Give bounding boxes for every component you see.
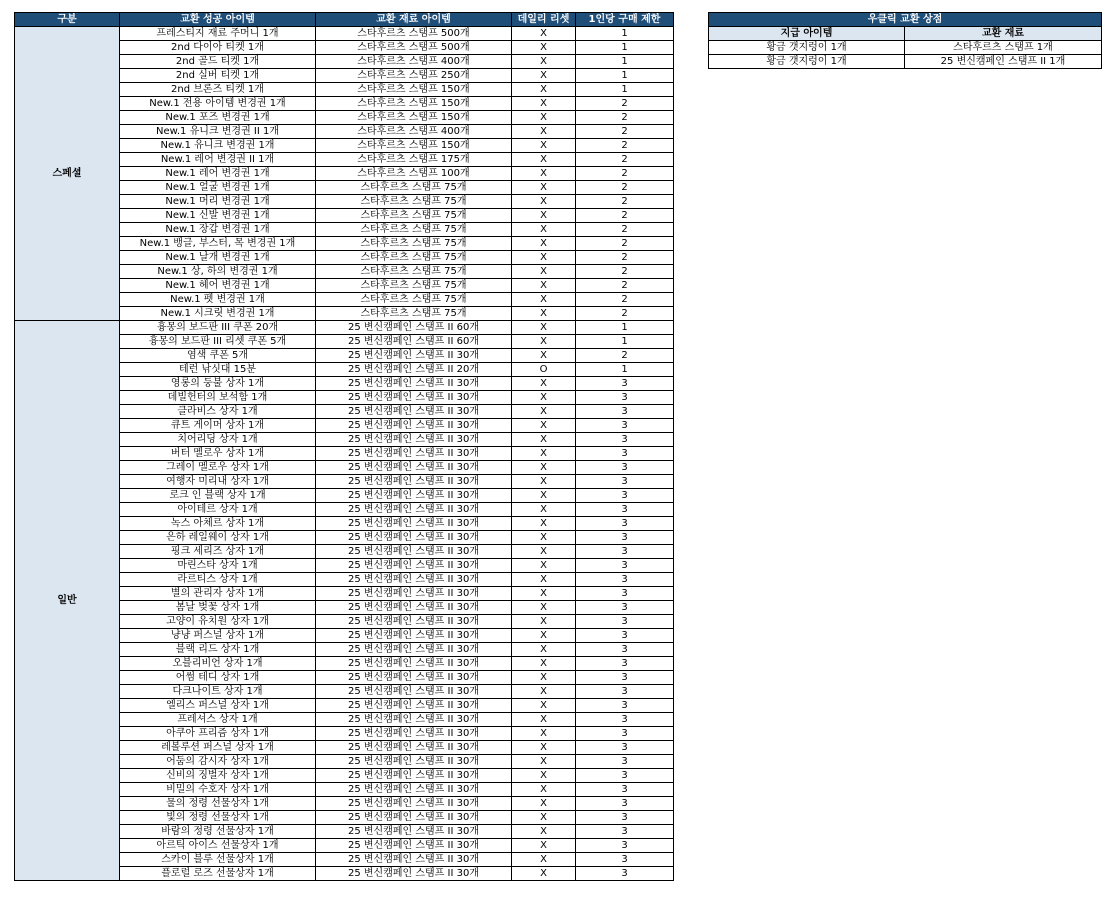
material-item-cell: 25 변신캠페인 스탬프 II 30개: [316, 643, 512, 657]
material-item-cell: 25 변신캠페인 스탬프 II 30개: [316, 853, 512, 867]
purchase-limit-cell: 3: [576, 447, 674, 461]
daily-reset-cell: X: [512, 811, 576, 825]
reward-item-cell: New.1 포즈 변경권 1개: [120, 111, 316, 125]
reward-item-cell: 마린스타 상자 1개: [120, 559, 316, 573]
material-item-cell: 25 변신캠페인 스탬프 II 30개: [316, 419, 512, 433]
purchase-limit-cell: 1: [576, 69, 674, 83]
purchase-limit-cell: 3: [576, 867, 674, 881]
material-item-cell: 25 변신캠페인 스탬프 II 30개: [316, 559, 512, 573]
material-item-cell: 25 변신캠페인 스탬프 II 20개: [316, 363, 512, 377]
purchase-limit-cell: 2: [576, 111, 674, 125]
reward-item-cell: 흉몽의 보드판 III 쿠폰 20개: [120, 321, 316, 335]
purchase-limit-cell: 3: [576, 573, 674, 587]
purchase-limit-cell: 3: [576, 419, 674, 433]
reward-item-cell: 빛의 정령 선물상자 1개: [120, 811, 316, 825]
reward-item-cell: 아르틱 아이스 선물상자 1개: [120, 839, 316, 853]
reward-item-cell: 염색 쿠폰 5개: [120, 349, 316, 363]
material-item-cell: 25 변신캠페인 스탬프 II 30개: [316, 587, 512, 601]
reward-item-cell: New.1 시크릿 변경권 1개: [120, 307, 316, 321]
purchase-limit-cell: 2: [576, 251, 674, 265]
material-item-cell: 25 변신캠페인 스탬프 II 30개: [316, 447, 512, 461]
reward-item-cell: 별의 관리자 상자 1개: [120, 587, 316, 601]
material-item-cell: 25 변신캠페인 스탬프 II 30개: [316, 741, 512, 755]
material-item-cell: 25 변신캠페인 스탬프 II 30개: [316, 489, 512, 503]
purchase-limit-cell: 2: [576, 223, 674, 237]
table-row: [15, 27, 674, 41]
reward-item-cell: 은하 레일웨이 상자 1개: [120, 531, 316, 545]
purchase-limit-cell: 1: [576, 55, 674, 69]
daily-reset-cell: X: [512, 349, 576, 363]
material-item-cell: 25 변신캠페인 스탬프 II 30개: [316, 517, 512, 531]
daily-reset-cell: X: [512, 629, 576, 643]
reward-item-cell: 블랙 리드 상자 1개: [120, 643, 316, 657]
reward-item-cell: 2nd 골드 티켓 1개: [120, 55, 316, 69]
table-row: [15, 321, 674, 335]
purchase-limit-cell: 2: [576, 167, 674, 181]
reward-item-cell: 아쿠아 프리즘 상자 1개: [120, 727, 316, 741]
daily-reset-cell: X: [512, 293, 576, 307]
daily-reset-cell: X: [512, 741, 576, 755]
reward-item-cell: 데빌헌터의 보석함 1개: [120, 391, 316, 405]
daily-reset-cell: X: [512, 83, 576, 97]
daily-reset-cell: X: [512, 335, 576, 349]
daily-reset-cell: X: [512, 391, 576, 405]
daily-reset-cell: X: [512, 755, 576, 769]
purchase-limit-cell: 3: [576, 811, 674, 825]
material-item-cell: 25 변신캠페인 스탬프 II 60개: [316, 335, 512, 349]
daily-reset-cell: X: [512, 447, 576, 461]
purchase-limit-cell: 3: [576, 545, 674, 559]
reward-item-cell: 봄날 벚꽃 상자 1개: [120, 601, 316, 615]
purchase-limit-cell: 3: [576, 713, 674, 727]
daily-reset-cell: X: [512, 307, 576, 321]
daily-reset-cell: X: [512, 195, 576, 209]
daily-reset-cell: X: [512, 265, 576, 279]
daily-reset-cell: X: [512, 839, 576, 853]
daily-reset-cell: X: [512, 545, 576, 559]
purchase-limit-cell: 3: [576, 559, 674, 573]
material-item-cell: 25 변신캠페인 스탬프 II 30개: [316, 601, 512, 615]
reward-item-cell: New.1 레어 변경권 1개: [120, 167, 316, 181]
header-category: 구분: [15, 13, 120, 27]
purchase-limit-cell: 2: [576, 307, 674, 321]
reward-item-cell: 냥냥 퍼스널 상자 1개: [120, 629, 316, 643]
daily-reset-cell: X: [512, 601, 576, 615]
reward-item-cell: 스카이 블루 선물상자 1개: [120, 853, 316, 867]
header-purchase-limit: 1인당 구매 제한: [576, 13, 674, 27]
reward-item-cell: 비밀의 수호자 상자 1개: [120, 783, 316, 797]
reward-item-cell: 2nd 브론즈 티켓 1개: [120, 83, 316, 97]
reward-item-cell: New.1 머리 변경권 1개: [120, 195, 316, 209]
daily-reset-cell: X: [512, 587, 576, 601]
purchase-limit-cell: 3: [576, 783, 674, 797]
reward-item-cell: 버터 멜로우 상자 1개: [120, 447, 316, 461]
material-item-cell: 스타후르츠 스탬프 75개: [316, 307, 512, 321]
reward-item-cell: 오블리비언 상자 1개: [120, 657, 316, 671]
purchase-limit-cell: 2: [576, 349, 674, 363]
material-item-cell: 스타후르츠 스탬프 500개: [316, 27, 512, 41]
daily-reset-cell: X: [512, 461, 576, 475]
daily-reset-cell: X: [512, 489, 576, 503]
reward-item-cell: 큐트 게이머 상자 1개: [120, 419, 316, 433]
material-item-cell: 스타후르츠 스탬프 75개: [316, 195, 512, 209]
reward-item-cell: 흉몽의 보드판 III 리셋 쿠폰 5개: [120, 335, 316, 349]
table-row: [709, 55, 1102, 69]
reward-item-cell: 신비의 징벌자 상자 1개: [120, 769, 316, 783]
purchase-limit-cell: 1: [576, 83, 674, 97]
daily-reset-cell: X: [512, 713, 576, 727]
purchase-limit-cell: 3: [576, 825, 674, 839]
material-item-cell: 25 변신캠페인 스탬프 II 30개: [316, 531, 512, 545]
material-item-cell: 25 변신캠페인 스탬프 II 30개: [316, 727, 512, 741]
purchase-limit-cell: 3: [576, 517, 674, 531]
material-item-cell: 25 변신캠페인 스탬프 II 60개: [316, 321, 512, 335]
material-item-cell: 25 변신캠페인 스탬프 II 30개: [316, 825, 512, 839]
shop-title-row: [709, 13, 1102, 27]
shop-material-cell: 스타후르츠 스탬프 1개: [905, 41, 1102, 55]
material-item-cell: 스타후르츠 스탬프 75개: [316, 265, 512, 279]
material-item-cell: 25 변신캠페인 스탬프 II 30개: [316, 391, 512, 405]
material-item-cell: 25 변신캠페인 스탬프 II 30개: [316, 769, 512, 783]
purchase-limit-cell: 3: [576, 601, 674, 615]
daily-reset-cell: X: [512, 405, 576, 419]
right-click-shop-table: [708, 12, 1102, 69]
purchase-limit-cell: 3: [576, 671, 674, 685]
reward-item-cell: 엘리스 퍼스널 상자 1개: [120, 699, 316, 713]
purchase-limit-cell: 3: [576, 853, 674, 867]
daily-reset-cell: X: [512, 55, 576, 69]
exchange-table-header: [15, 13, 674, 27]
daily-reset-cell: X: [512, 167, 576, 181]
daily-reset-cell: X: [512, 559, 576, 573]
daily-reset-cell: X: [512, 237, 576, 251]
daily-reset-cell: X: [512, 671, 576, 685]
material-item-cell: 25 변신캠페인 스탬프 II 30개: [316, 545, 512, 559]
daily-reset-cell: X: [512, 685, 576, 699]
purchase-limit-cell: 2: [576, 237, 674, 251]
purchase-limit-cell: 2: [576, 181, 674, 195]
purchase-limit-cell: 1: [576, 335, 674, 349]
reward-item-cell: 영롱의 둥불 상자 1개: [120, 377, 316, 391]
material-item-cell: 25 변신캠페인 스탬프 II 30개: [316, 713, 512, 727]
reward-item-cell: 로크 인 블랙 상자 1개: [120, 489, 316, 503]
daily-reset-cell: X: [512, 517, 576, 531]
purchase-limit-cell: 3: [576, 503, 674, 517]
daily-reset-cell: X: [512, 797, 576, 811]
shop-table-body: [709, 41, 1102, 69]
purchase-limit-cell: 2: [576, 125, 674, 139]
purchase-limit-cell: 3: [576, 433, 674, 447]
daily-reset-cell: X: [512, 643, 576, 657]
category-cell: 일반: [15, 321, 120, 881]
reward-item-cell: New.1 뱅글, 부스터, 목 변경권 1개: [120, 237, 316, 251]
shop-reward-cell: 황금 갯지렁이 1개: [709, 41, 905, 55]
reward-item-cell: New.1 상, 하의 변경권 1개: [120, 265, 316, 279]
purchase-limit-cell: 3: [576, 461, 674, 475]
daily-reset-cell: X: [512, 769, 576, 783]
material-item-cell: 스타후르츠 스탬프 400개: [316, 55, 512, 69]
material-item-cell: 스타후르츠 스탬프 400개: [316, 125, 512, 139]
reward-item-cell: 플로럴 로즈 선물상자 1개: [120, 867, 316, 881]
reward-item-cell: New.1 헤어 변경권 1개: [120, 279, 316, 293]
daily-reset-cell: X: [512, 783, 576, 797]
reward-item-cell: 레볼루션 퍼스널 상자 1개: [120, 741, 316, 755]
material-item-cell: 25 변신캠페인 스탬프 II 30개: [316, 573, 512, 587]
reward-item-cell: 2nd 다이아 티켓 1개: [120, 41, 316, 55]
purchase-limit-cell: 3: [576, 657, 674, 671]
daily-reset-cell: X: [512, 139, 576, 153]
daily-reset-cell: X: [512, 27, 576, 41]
material-item-cell: 스타후르츠 스탬프 75개: [316, 251, 512, 265]
reward-item-cell: 다크나이트 상자 1개: [120, 685, 316, 699]
purchase-limit-cell: 3: [576, 741, 674, 755]
purchase-limit-cell: 2: [576, 293, 674, 307]
daily-reset-cell: X: [512, 251, 576, 265]
material-item-cell: 25 변신캠페인 스탬프 II 30개: [316, 867, 512, 881]
material-item-cell: 25 변신캠페인 스탬프 II 30개: [316, 475, 512, 489]
daily-reset-cell: X: [512, 503, 576, 517]
daily-reset-cell: X: [512, 279, 576, 293]
purchase-limit-cell: 2: [576, 153, 674, 167]
daily-reset-cell: X: [512, 125, 576, 139]
purchase-limit-cell: 3: [576, 405, 674, 419]
daily-reset-cell: X: [512, 111, 576, 125]
material-item-cell: 25 변신캠페인 스탬프 II 30개: [316, 755, 512, 769]
purchase-limit-cell: 3: [576, 769, 674, 783]
material-item-cell: 스타후르츠 스탬프 250개: [316, 69, 512, 83]
material-item-cell: 25 변신캠페인 스탬프 II 30개: [316, 797, 512, 811]
material-item-cell: 25 변신캠페인 스탬프 II 30개: [316, 699, 512, 713]
material-item-cell: 스타후르츠 스탬프 500개: [316, 41, 512, 55]
purchase-limit-cell: 1: [576, 321, 674, 335]
reward-item-cell: 클라비스 상자 1개: [120, 405, 316, 419]
material-item-cell: 25 변신캠페인 스탬프 II 30개: [316, 811, 512, 825]
reward-item-cell: 핑크 세리즈 상자 1개: [120, 545, 316, 559]
material-item-cell: 25 변신캠페인 스탬프 II 30개: [316, 839, 512, 853]
table-row: [709, 41, 1102, 55]
purchase-limit-cell: 3: [576, 685, 674, 699]
shop-header-reward: 지급 아이템: [709, 27, 905, 41]
reward-item-cell: 물의 정령 선물상자 1개: [120, 797, 316, 811]
daily-reset-cell: O: [512, 363, 576, 377]
reward-item-cell: 아이테르 상자 1개: [120, 503, 316, 517]
material-item-cell: 25 변신캠페인 스탬프 II 30개: [316, 615, 512, 629]
reward-item-cell: 라르티스 상자 1개: [120, 573, 316, 587]
reward-item-cell: 어썸 테디 상자 1개: [120, 671, 316, 685]
daily-reset-cell: X: [512, 699, 576, 713]
purchase-limit-cell: 3: [576, 699, 674, 713]
purchase-limit-cell: 3: [576, 727, 674, 741]
purchase-limit-cell: 3: [576, 797, 674, 811]
material-item-cell: 25 변신캠페인 스탬프 II 30개: [316, 671, 512, 685]
purchase-limit-cell: 3: [576, 587, 674, 601]
daily-reset-cell: X: [512, 573, 576, 587]
purchase-limit-cell: 2: [576, 139, 674, 153]
material-item-cell: 스타후르츠 스탬프 75개: [316, 237, 512, 251]
material-item-cell: 25 변신캠페인 스탬프 II 30개: [316, 503, 512, 517]
purchase-limit-cell: 2: [576, 209, 674, 223]
daily-reset-cell: X: [512, 209, 576, 223]
reward-item-cell: 프레스티지 재료 주머니 1개: [120, 27, 316, 41]
exchange-table: [14, 12, 674, 881]
material-item-cell: 스타후르츠 스탬프 150개: [316, 83, 512, 97]
material-item-cell: 스타후르츠 스탬프 75개: [316, 181, 512, 195]
material-item-cell: 25 변신캠페인 스탬프 II 30개: [316, 685, 512, 699]
material-item-cell: 스타후르츠 스탬프 100개: [316, 167, 512, 181]
purchase-limit-cell: 3: [576, 377, 674, 391]
category-cell: 스페셜: [15, 27, 120, 321]
material-item-cell: 25 변신캠페인 스탬프 II 30개: [316, 405, 512, 419]
header-reward-item: 교환 성공 아이템: [120, 13, 316, 27]
material-item-cell: 스타후르츠 스탬프 150개: [316, 139, 512, 153]
daily-reset-cell: X: [512, 69, 576, 83]
shop-header-row: [709, 27, 1102, 41]
reward-item-cell: 그레이 멜로우 상자 1개: [120, 461, 316, 475]
reward-item-cell: New.1 날개 변경권 1개: [120, 251, 316, 265]
material-item-cell: 스타후르츠 스탬프 75개: [316, 293, 512, 307]
shop-header-material: 교환 재료: [905, 27, 1102, 41]
purchase-limit-cell: 3: [576, 391, 674, 405]
purchase-limit-cell: 3: [576, 531, 674, 545]
reward-item-cell: 2nd 실버 티켓 1개: [120, 69, 316, 83]
material-item-cell: 스타후르츠 스탬프 75개: [316, 223, 512, 237]
shop-material-cell: 25 변신캠페인 스탬프 II 1개: [905, 55, 1102, 69]
purchase-limit-cell: 1: [576, 27, 674, 41]
daily-reset-cell: X: [512, 97, 576, 111]
purchase-limit-cell: 3: [576, 629, 674, 643]
reward-item-cell: New.1 유니크 변경권 II 1개: [120, 125, 316, 139]
daily-reset-cell: X: [512, 153, 576, 167]
material-item-cell: 25 변신캠페인 스탬프 II 30개: [316, 349, 512, 363]
purchase-limit-cell: 2: [576, 279, 674, 293]
daily-reset-cell: X: [512, 615, 576, 629]
purchase-limit-cell: 1: [576, 41, 674, 55]
daily-reset-cell: X: [512, 181, 576, 195]
purchase-limit-cell: 3: [576, 839, 674, 853]
purchase-limit-cell: 2: [576, 195, 674, 209]
material-item-cell: 25 변신캠페인 스탬프 II 30개: [316, 433, 512, 447]
purchase-limit-cell: 3: [576, 615, 674, 629]
reward-item-cell: New.1 펫 변경권 1개: [120, 293, 316, 307]
reward-item-cell: 여행자 미리내 상자 1개: [120, 475, 316, 489]
material-item-cell: 스타후르츠 스탬프 150개: [316, 111, 512, 125]
exchange-table-body: [15, 27, 674, 881]
daily-reset-cell: X: [512, 475, 576, 489]
reward-item-cell: 녹스 아체르 상자 1개: [120, 517, 316, 531]
shop-title: 우클릭 교환 상점: [709, 13, 1102, 27]
reward-item-cell: New.1 전용 아이템 변경권 1개: [120, 97, 316, 111]
header-material-item: 교환 재료 아이템: [316, 13, 512, 27]
material-item-cell: 스타후르츠 스탬프 150개: [316, 97, 512, 111]
reward-item-cell: 테런 낚싯대 15분: [120, 363, 316, 377]
purchase-limit-cell: 1: [576, 363, 674, 377]
daily-reset-cell: X: [512, 419, 576, 433]
daily-reset-cell: X: [512, 223, 576, 237]
material-item-cell: 스타후르츠 스탬프 75개: [316, 209, 512, 223]
daily-reset-cell: X: [512, 377, 576, 391]
reward-item-cell: 어둠의 감시자 상자 1개: [120, 755, 316, 769]
daily-reset-cell: X: [512, 433, 576, 447]
material-item-cell: 25 변신캠페인 스탬프 II 30개: [316, 377, 512, 391]
purchase-limit-cell: 3: [576, 489, 674, 503]
daily-reset-cell: X: [512, 727, 576, 741]
purchase-limit-cell: 2: [576, 265, 674, 279]
reward-item-cell: 치어리딩 상자 1개: [120, 433, 316, 447]
material-item-cell: 스타후르츠 스탬프 75개: [316, 279, 512, 293]
purchase-limit-cell: 3: [576, 755, 674, 769]
reward-item-cell: New.1 유니크 변경권 1개: [120, 139, 316, 153]
reward-item-cell: New.1 장갑 변경권 1개: [120, 223, 316, 237]
reward-item-cell: 바람의 정령 선물상자 1개: [120, 825, 316, 839]
daily-reset-cell: X: [512, 321, 576, 335]
material-item-cell: 25 변신캠페인 스탬프 II 30개: [316, 783, 512, 797]
material-item-cell: 25 변신캠페인 스탬프 II 30개: [316, 461, 512, 475]
daily-reset-cell: X: [512, 825, 576, 839]
daily-reset-cell: X: [512, 531, 576, 545]
reward-item-cell: 고양이 유치원 상자 1개: [120, 615, 316, 629]
material-item-cell: 25 변신캠페인 스탬프 II 30개: [316, 657, 512, 671]
daily-reset-cell: X: [512, 853, 576, 867]
daily-reset-cell: X: [512, 657, 576, 671]
purchase-limit-cell: 3: [576, 475, 674, 489]
daily-reset-cell: X: [512, 41, 576, 55]
reward-item-cell: 프레셔스 상자 1개: [120, 713, 316, 727]
header-daily-reset: 데일리 리셋: [512, 13, 576, 27]
shop-reward-cell: 황금 갯지렁이 1개: [709, 55, 905, 69]
purchase-limit-cell: 2: [576, 97, 674, 111]
reward-item-cell: New.1 얼굴 변경권 1개: [120, 181, 316, 195]
material-item-cell: 스타후르츠 스탬프 175개: [316, 153, 512, 167]
purchase-limit-cell: 3: [576, 643, 674, 657]
reward-item-cell: New.1 레어 변경권 II 1개: [120, 153, 316, 167]
daily-reset-cell: X: [512, 867, 576, 881]
reward-item-cell: New.1 신발 변경권 1개: [120, 209, 316, 223]
material-item-cell: 25 변신캠페인 스탬프 II 30개: [316, 629, 512, 643]
